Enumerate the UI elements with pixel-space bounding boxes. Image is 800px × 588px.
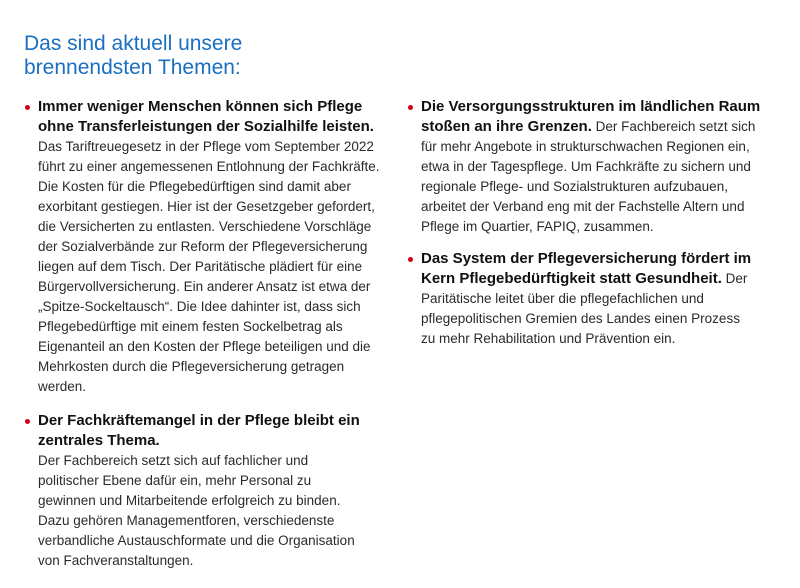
topics-list-left [24,97,384,571]
topic-body: Der Fachbereich setzt sich für mehr Angebote in strukturschwachen Regionen ein, etwa in der Tagespflege. Um Fachkräfte zu sichern und regionale Pflege- und Sozialstrukturen aufzubauen, arbeitet der Verband eng mit der Fachstelle Altern und Pflege im Quartier, FAPIQ, zusammen. [421,119,756,234]
topic-lead: Das System der Pflegeversicherung fördert im Kern Pflegebedürftigkeit statt Gesundheit. [421,250,752,287]
topic-item [24,411,368,571]
bullet-dot-icon [25,105,30,110]
topic-body: Das Tariftreuegesetz in der Pflege vom September 2022 führt zu einer angemessenen Entlohnung der Fachkräfte. Die Kosten für die Pflegebedürftigen sind damit aber exorbitant gestiegen. Hier ist der Gesetzgeber gefordert, die Versicherten zu entlasten. Verschiedene Vorschläge der Sozialverbände zur Reform der Pflegeversicherung liegen auf dem Tisch. Der Paritätische plädiert für eine Bürgervollversicherung. Ein anderer Ansatz ist etwa der „Spitze-Sockeltausch“. Die Idee dahinter ist, dass sich Pflegebedürftige mit einem festen Sockelbetrag als Eigenanteil an den Kosten der Pflege beteiligen und die Mehrkosten durch die Pflegeversicherung getragen werden. [38,139,380,394]
page-title [24,32,242,80]
topics-column-left [24,97,384,583]
topic-body: Der Fachbereich setzt sich auf fachlicher und politischer Ebene dafür ein, mehr Personal zu gewinnen und Mitarbeitende erfolgreich zu binden. Dazu gehören Managementforen, verschiedenste verbandliche Austauschformate und die Organisation von Fachveranstaltungen. [38,453,355,568]
topic-item [24,97,383,397]
page-title-line-2: brennendsten Themen: [24,56,241,79]
bullet-dot-icon [408,105,413,110]
topics-column-right [407,97,767,361]
page-title-line-1: Das sind aktuell unsere [24,32,243,55]
topic-item [407,97,766,237]
topics-list-right [407,97,767,349]
bullet-dot-icon [408,257,413,262]
topic-item [407,249,756,349]
topic-body: Der Paritätische leitet über die pflegefachlichen und pflegepolitischen Gremien des Landes einen Prozess zu mehr Rehabilitation und Prävention ein. [421,271,748,346]
topic-lead: Die Versorgungsstrukturen im ländlichen Raum stoßen an ihre Grenzen. [421,98,761,135]
bullet-dot-icon [25,419,30,424]
topic-lead: Der Fachkräftemangel in der Pflege bleibt ein zentrales Thema. [38,412,360,449]
topic-lead: Immer weniger Menschen können sich Pflege ohne Transferleistungen der Sozialhilfe leisten. [38,98,374,135]
